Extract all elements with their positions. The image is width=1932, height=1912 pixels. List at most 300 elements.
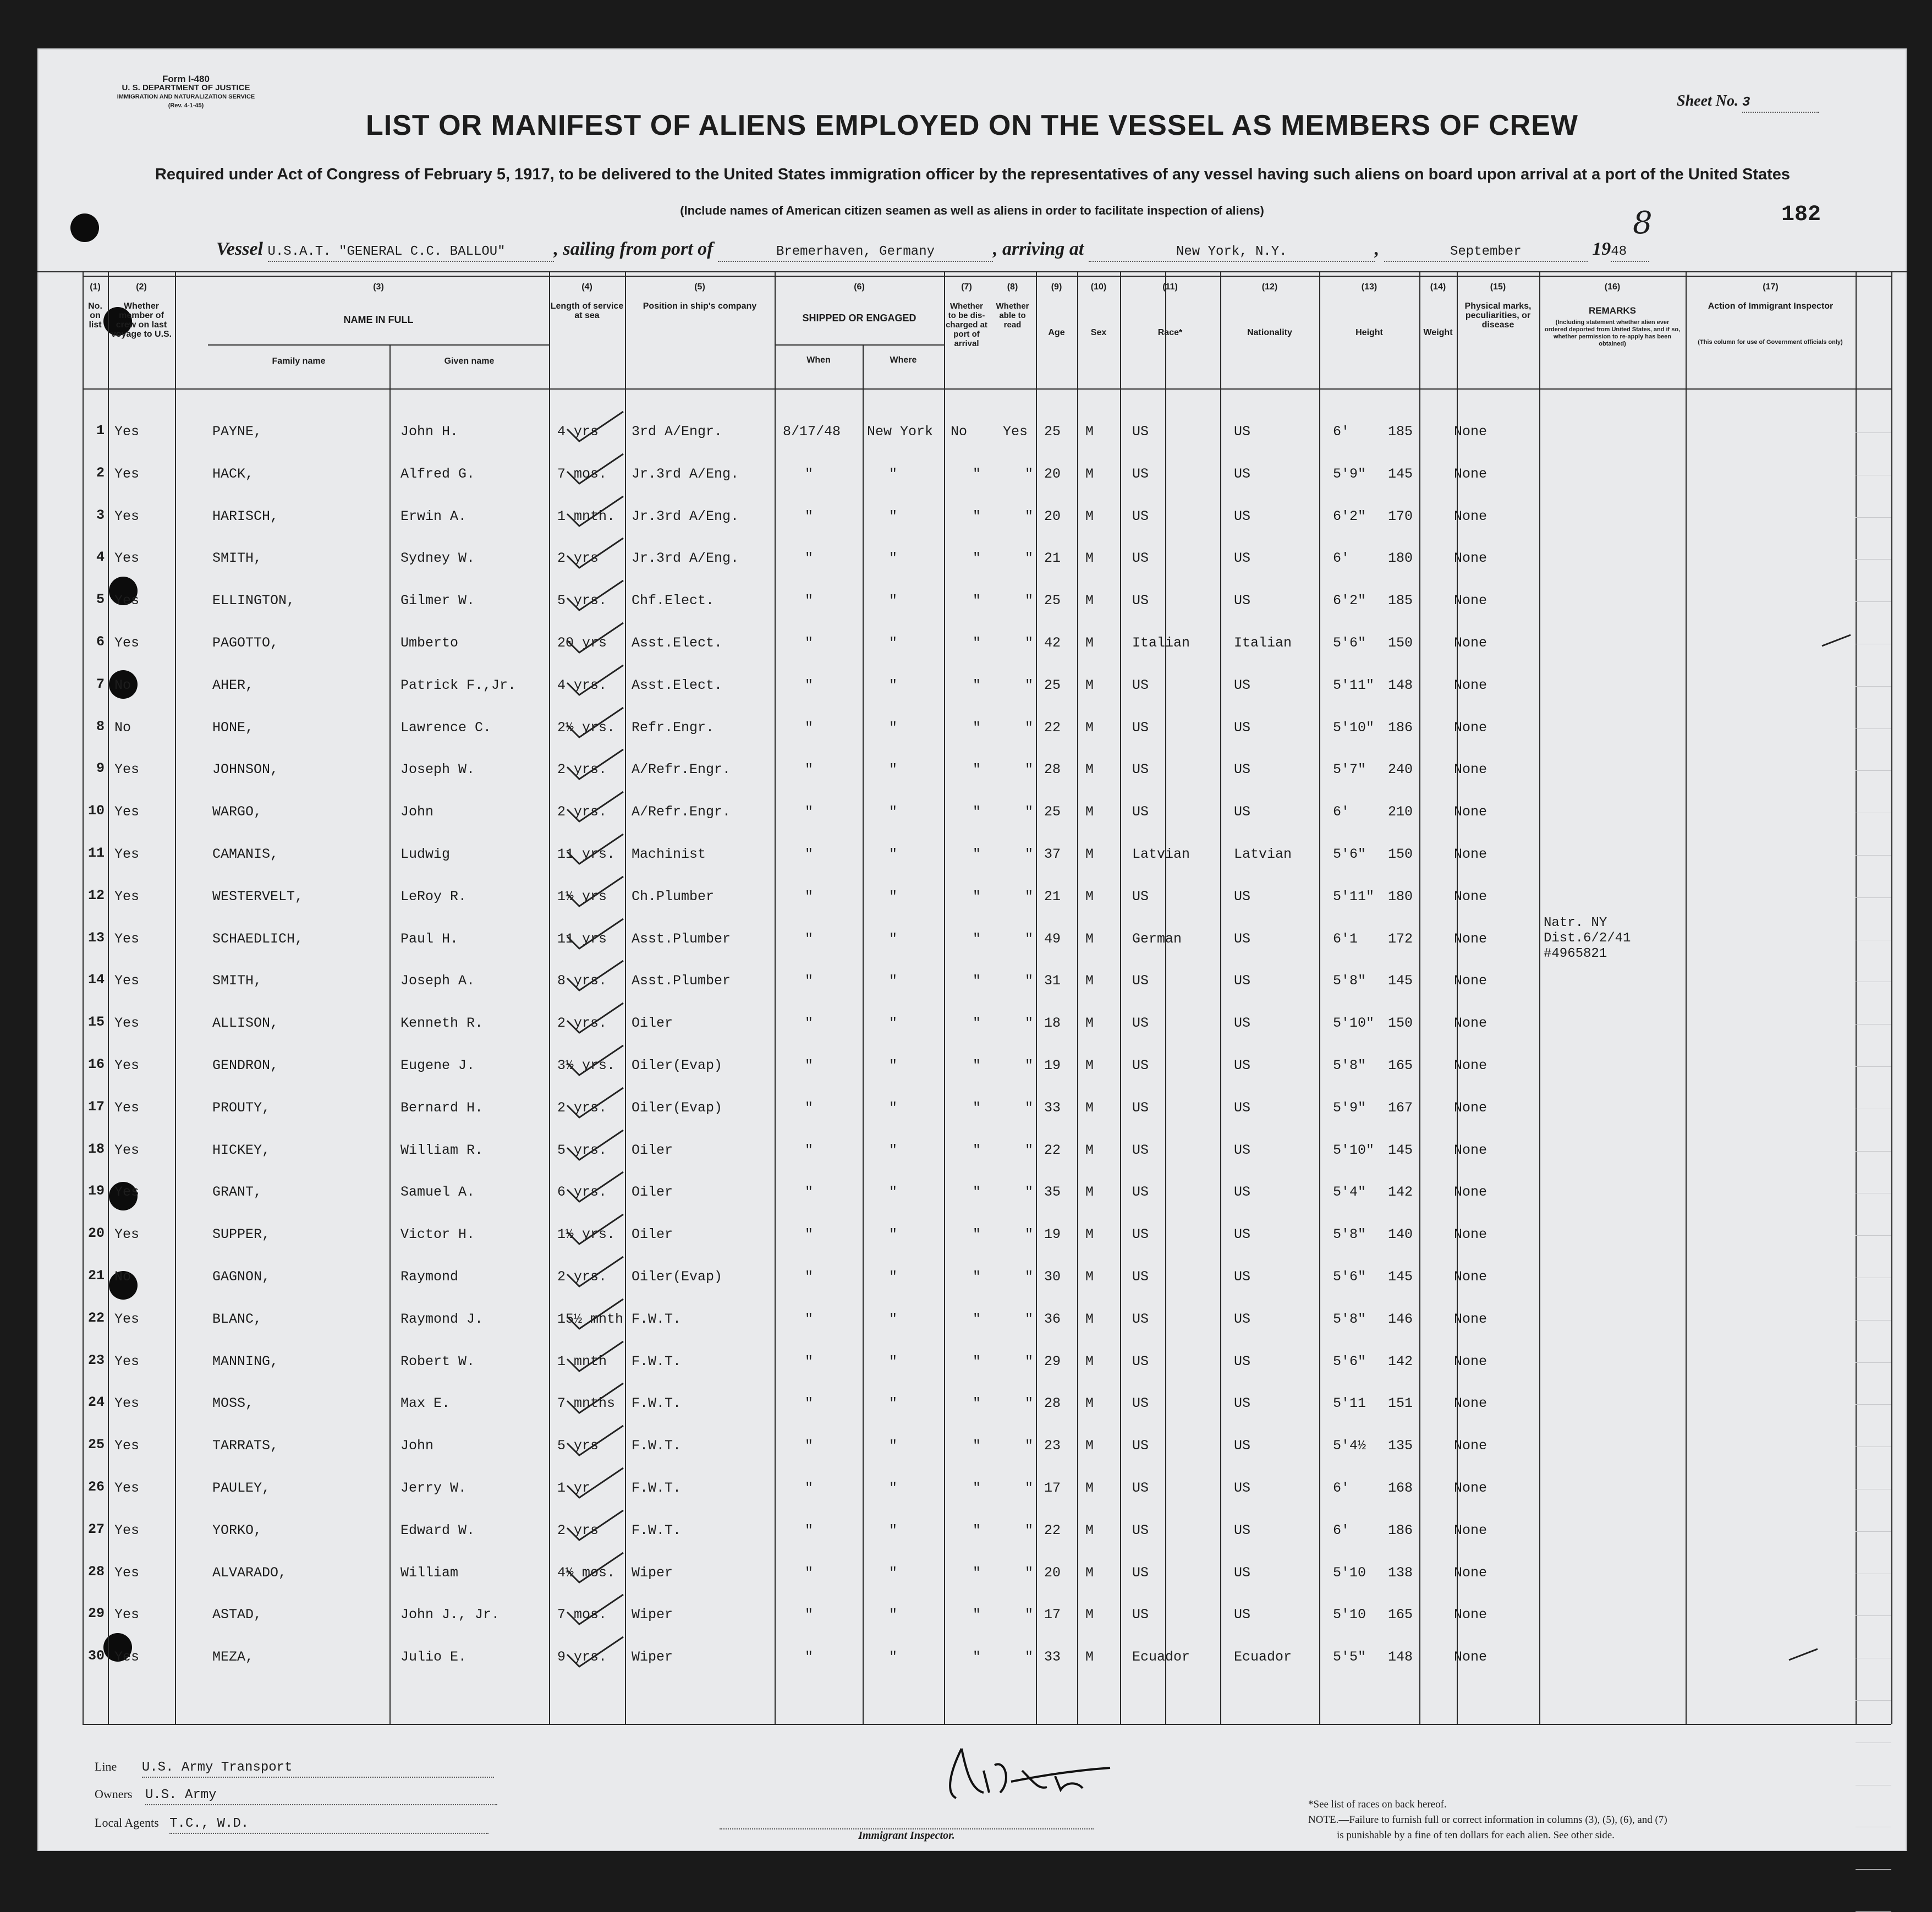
whether-prior-voyage: Yes xyxy=(114,973,140,989)
race: US xyxy=(1132,1058,1149,1073)
column-header-c4: Length of service at sea xyxy=(550,302,624,320)
service-length: 2 yrs. xyxy=(557,804,607,820)
position: Jr.3rd A/Eng. xyxy=(632,550,739,567)
physical-marks: None xyxy=(1454,1184,1488,1201)
column-number-c7: (7) xyxy=(961,282,972,292)
check-mark-icon xyxy=(563,999,629,1037)
height: 5'10" xyxy=(1333,1142,1375,1158)
row-number: 28 xyxy=(87,1563,105,1580)
sex: M xyxy=(1085,719,1094,736)
family-name: HACK, xyxy=(212,465,254,482)
family-name: PAULEY, xyxy=(212,1480,271,1496)
table-row xyxy=(37,1299,1907,1341)
height: 6' xyxy=(1333,1522,1350,1538)
weight: 186 xyxy=(1388,1522,1413,1538)
row-number: 30 xyxy=(87,1648,105,1664)
physical-marks: None xyxy=(1454,1564,1488,1581)
position: F.W.T. xyxy=(632,1438,682,1454)
check-mark-icon xyxy=(563,1632,629,1671)
sex: M xyxy=(1085,1142,1094,1158)
arriving-label: , arriving at xyxy=(992,239,1084,259)
height: 5'8" xyxy=(1333,973,1366,989)
table-row xyxy=(37,412,1907,454)
whether-prior-voyage: Yes xyxy=(114,1184,140,1201)
column-number-c3: (3) xyxy=(373,282,384,292)
given-name: Gilmer W. xyxy=(400,593,475,609)
table-row xyxy=(37,1637,1907,1679)
height: 5'6" xyxy=(1333,635,1366,651)
column-number-c9: (9) xyxy=(1051,282,1062,292)
able-to-read: " xyxy=(1025,1015,1034,1032)
position: Chf.Elect. xyxy=(632,593,715,609)
column-header-c16-note: (Including statement whether alien ever ordered deported from United States, and if so, whether permission to re-apply has been obtained) xyxy=(1544,319,1681,347)
nationality: US xyxy=(1234,1480,1251,1496)
age: 22 xyxy=(1044,1522,1061,1538)
able-to-read: Yes xyxy=(1003,424,1028,440)
whether-prior-voyage: Yes xyxy=(114,888,140,905)
check-mark-icon xyxy=(563,534,629,572)
given-name: John H. xyxy=(400,424,459,440)
whether-prior-voyage: Yes xyxy=(114,465,140,482)
whether-prior-voyage: Yes xyxy=(114,1564,140,1581)
family-name: GENDRON, xyxy=(212,1058,279,1073)
shipped-where: " xyxy=(889,1226,898,1243)
position: Oiler(Evap) xyxy=(632,1058,723,1073)
physical-marks: None xyxy=(1454,1269,1488,1285)
position: Oiler xyxy=(632,1015,673,1032)
column-header-family: Family name xyxy=(272,357,326,366)
position: Asst.Elect. xyxy=(632,677,723,693)
family-name: GAGNON, xyxy=(212,1269,271,1285)
discharge: No xyxy=(951,424,968,440)
discharge: " xyxy=(973,1607,981,1623)
shipped-where: " xyxy=(889,1395,898,1412)
family-name: CAMANIS, xyxy=(212,846,279,862)
position: Oiler(Evap) xyxy=(632,1269,723,1285)
service: IMMIGRATION AND NATURALIZATION SERVICE xyxy=(117,94,255,100)
race: US xyxy=(1132,593,1149,609)
nationality: US xyxy=(1234,1311,1251,1327)
family-name: HICKEY, xyxy=(212,1142,271,1158)
service-length: 20 yrs xyxy=(557,635,607,651)
position: F.W.T. xyxy=(632,1480,682,1496)
nationality: US xyxy=(1234,424,1251,440)
shipped-where: " xyxy=(889,1649,898,1666)
column-header-c8: Whether able to read xyxy=(996,302,1029,330)
position: F.W.T. xyxy=(632,1522,682,1538)
family-name: HONE, xyxy=(212,719,254,736)
physical-marks: None xyxy=(1454,1480,1488,1496)
column-number-c12: (12) xyxy=(1261,282,1278,292)
row-number: 8 xyxy=(96,718,105,735)
header-bottom-border xyxy=(83,388,1891,390)
table-row xyxy=(37,1214,1907,1257)
table-row xyxy=(37,1003,1907,1045)
shipped-where: " xyxy=(889,508,898,524)
shipped-when: " xyxy=(805,1649,814,1666)
physical-marks: None xyxy=(1454,1607,1488,1623)
vessel-line: Vessel U.S.A.T. "GENERAL C.C. BALLOU" , sailing from port of Bremerhaven, Germany , arriving at New York, N.Y. , September 1948 xyxy=(216,239,1649,262)
shipped-where: " xyxy=(889,465,898,482)
whether-prior-voyage: No xyxy=(114,719,131,736)
family-name: WESTERVELT, xyxy=(212,888,304,905)
physical-marks: None xyxy=(1454,973,1488,989)
position: Oiler xyxy=(632,1142,673,1158)
height: 5'6" xyxy=(1333,846,1366,862)
nationality: Italian xyxy=(1234,635,1292,651)
whether-prior-voyage: No xyxy=(114,677,131,693)
physical-marks: None xyxy=(1454,804,1488,820)
nationality: US xyxy=(1234,1353,1251,1369)
physical-marks: None xyxy=(1454,1015,1488,1032)
revision: (Rev. 4-1-45) xyxy=(168,102,204,109)
discharge: " xyxy=(973,1226,981,1243)
column-header-c15: Physical marks, peculiarities, or disease xyxy=(1464,302,1532,330)
family-name: ASTAD, xyxy=(212,1607,262,1623)
family-name: ALVARADO, xyxy=(212,1564,287,1581)
shipped-where: " xyxy=(889,930,898,947)
row-number: 11 xyxy=(87,845,105,861)
row-number: 22 xyxy=(87,1310,105,1326)
service-length: 5 yrs. xyxy=(557,1142,607,1158)
given-name: Jerry W. xyxy=(400,1480,467,1496)
height: 5'6" xyxy=(1333,1353,1366,1369)
sex: M xyxy=(1085,1395,1094,1412)
physical-marks: None xyxy=(1454,1099,1488,1116)
sex: M xyxy=(1085,593,1094,609)
height: 5'10" xyxy=(1333,1015,1375,1032)
row-number: 5 xyxy=(96,591,105,608)
row-number: 13 xyxy=(87,929,105,946)
penalty-note-2: is punishable by a fine of ten dollars for each alien. See other side. xyxy=(1337,1829,1615,1841)
shipped-where: " xyxy=(889,1353,898,1369)
table-row xyxy=(37,1426,1907,1468)
row-number: 6 xyxy=(96,634,105,650)
nationality: US xyxy=(1234,1395,1251,1412)
arrival-day: 8 xyxy=(1633,205,1653,241)
row-number: 23 xyxy=(87,1352,105,1368)
height: 5'10" xyxy=(1333,719,1375,736)
age: 36 xyxy=(1044,1311,1061,1327)
footer-line xyxy=(95,1760,494,1778)
weight: 150 xyxy=(1388,846,1413,862)
position: Oiler xyxy=(632,1184,673,1201)
height: 6' xyxy=(1333,550,1350,567)
sailing-label: , sailing from port of xyxy=(553,239,713,259)
shipped-when: " xyxy=(805,1226,814,1243)
discharge: " xyxy=(973,804,981,820)
check-mark-icon xyxy=(563,872,629,911)
check-mark-icon xyxy=(563,1252,629,1291)
family-name: WARGO, xyxy=(212,804,262,820)
column-number-c8: (8) xyxy=(1007,282,1018,292)
column-number-c17: (17) xyxy=(1763,282,1779,292)
inspector-tick-icon xyxy=(1787,1647,1820,1663)
race: US xyxy=(1132,677,1149,693)
age: 22 xyxy=(1044,1142,1061,1158)
discharge: " xyxy=(973,1311,981,1327)
line-value: U.S. Army Transport xyxy=(142,1760,494,1778)
weight: 145 xyxy=(1388,973,1413,989)
row-number: 25 xyxy=(87,1437,105,1453)
discharge: " xyxy=(973,1564,981,1581)
family-name: AHER, xyxy=(212,677,254,693)
discharge: " xyxy=(973,973,981,989)
height: 6' xyxy=(1333,1480,1350,1496)
column-header-c3: NAME IN FULL xyxy=(343,314,414,325)
weight: 140 xyxy=(1388,1226,1413,1243)
age: 42 xyxy=(1044,635,1061,651)
given-name: John J., Jr. xyxy=(400,1607,500,1623)
physical-marks: None xyxy=(1454,1226,1488,1243)
discharge: " xyxy=(973,1184,981,1201)
table-row xyxy=(37,1595,1907,1637)
physical-marks: None xyxy=(1454,888,1488,905)
family-name: SUPPER, xyxy=(212,1226,271,1243)
name-subheader-line xyxy=(208,344,549,346)
physical-marks: None xyxy=(1454,1649,1488,1666)
able-to-read: " xyxy=(1025,1607,1034,1623)
age: 18 xyxy=(1044,1015,1061,1032)
row-number: 3 xyxy=(96,507,105,523)
race: US xyxy=(1132,550,1149,567)
shipped-when: " xyxy=(805,508,814,524)
discharge: " xyxy=(973,1015,981,1032)
able-to-read: " xyxy=(1025,465,1034,482)
able-to-read: " xyxy=(1025,677,1034,693)
nationality: US xyxy=(1234,1564,1251,1581)
row-number: 7 xyxy=(96,676,105,692)
shipped-where: " xyxy=(889,761,898,778)
family-name: GRANT, xyxy=(212,1184,262,1201)
height: 5'8" xyxy=(1333,1311,1366,1327)
vessel-name: U.S.A.T. "GENERAL C.C. BALLOU" xyxy=(268,244,554,262)
sex: M xyxy=(1085,930,1094,947)
check-mark-icon xyxy=(563,1126,629,1164)
able-to-read: " xyxy=(1025,804,1034,820)
race: US xyxy=(1132,1142,1149,1158)
sex: M xyxy=(1085,1438,1094,1454)
age: 17 xyxy=(1044,1480,1061,1496)
manifest-table xyxy=(37,48,1907,1851)
sex: M xyxy=(1085,888,1094,905)
age: 30 xyxy=(1044,1269,1061,1285)
nationality: US xyxy=(1234,1607,1251,1623)
column-number-c10: (10) xyxy=(1090,282,1107,292)
check-mark-icon xyxy=(563,1168,629,1206)
age: 37 xyxy=(1044,846,1061,862)
shipped-when: 8/17/48 xyxy=(783,424,841,440)
family-name: PAYNE, xyxy=(212,424,262,440)
weight: 180 xyxy=(1388,550,1413,567)
shipped-when: " xyxy=(805,761,814,778)
race: US xyxy=(1132,1395,1149,1412)
able-to-read: " xyxy=(1025,1099,1034,1116)
table-row xyxy=(37,708,1907,750)
weight: 150 xyxy=(1388,635,1413,651)
column-number-c2: (2) xyxy=(136,282,147,292)
nationality: US xyxy=(1234,1058,1251,1073)
height: 6' xyxy=(1333,424,1350,440)
row-number: 15 xyxy=(87,1014,105,1031)
race: US xyxy=(1132,888,1149,905)
given-name: Raymond J. xyxy=(400,1311,484,1327)
family-name: ELLINGTON, xyxy=(212,593,295,609)
able-to-read: " xyxy=(1025,1058,1034,1073)
discharge: " xyxy=(973,465,981,482)
discharge: " xyxy=(973,1269,981,1285)
nationality: US xyxy=(1234,804,1251,820)
race: US xyxy=(1132,1522,1149,1538)
physical-marks: None xyxy=(1454,635,1488,651)
shipped-when: " xyxy=(805,1607,814,1623)
shipped-where: " xyxy=(889,973,898,989)
footer-agents xyxy=(95,1816,489,1834)
table-row xyxy=(37,1088,1907,1130)
penalty-note: NOTE.—Failure to furnish full or correct information in columns (3), (5), (6), and (7) xyxy=(1308,1814,1667,1826)
subnote: (Include names of American citizen seamen as well as aliens in order to facilitate inspection of aliens) xyxy=(680,204,1264,217)
sex: M xyxy=(1085,1480,1094,1496)
race: US xyxy=(1132,719,1149,736)
column-header-c1: No. on list xyxy=(88,302,102,330)
service-length: 5 yrs xyxy=(557,1438,599,1454)
sex: M xyxy=(1085,1015,1094,1032)
table-row xyxy=(37,454,1907,496)
weight: 146 xyxy=(1388,1311,1413,1327)
nationality: Ecuador xyxy=(1234,1649,1292,1666)
shipped-where: " xyxy=(889,1311,898,1327)
service-length: 11 yrs xyxy=(557,930,607,947)
service-length: 5 yrs. xyxy=(557,593,607,609)
race: US xyxy=(1132,508,1149,524)
race: US xyxy=(1132,973,1149,989)
position: Wiper xyxy=(632,1564,673,1581)
whether-prior-voyage: Yes xyxy=(114,635,140,651)
family-name: JOHNSON, xyxy=(212,761,279,778)
check-mark-icon xyxy=(563,956,629,995)
shipped-where: New York xyxy=(867,424,934,440)
discharge: " xyxy=(973,1353,981,1369)
physical-marks: None xyxy=(1454,1142,1488,1158)
service-length: 15½ mnth xyxy=(557,1311,624,1327)
able-to-read: " xyxy=(1025,1480,1034,1496)
nationality: US xyxy=(1234,1226,1251,1243)
race: German xyxy=(1132,930,1182,947)
column-number-c16: (16) xyxy=(1604,282,1621,292)
sex: M xyxy=(1085,1607,1094,1623)
race: US xyxy=(1132,424,1149,440)
able-to-read: " xyxy=(1025,1649,1034,1666)
whether-prior-voyage: Yes xyxy=(114,550,140,567)
nationality: Latvian xyxy=(1234,846,1292,862)
height: 5'11" xyxy=(1333,888,1375,905)
position: Asst.Plumber xyxy=(632,930,731,947)
age: 20 xyxy=(1044,508,1061,524)
row-number: 9 xyxy=(96,760,105,777)
age: 23 xyxy=(1044,1438,1061,1454)
position: Oiler xyxy=(632,1226,673,1243)
column-header-c17: Action of Immigrant Inspector xyxy=(1708,302,1834,311)
family-name: ALLISON, xyxy=(212,1015,279,1032)
family-name: YORKO, xyxy=(212,1522,262,1538)
weight: 151 xyxy=(1388,1395,1413,1412)
position: F.W.T. xyxy=(632,1311,682,1327)
able-to-read: " xyxy=(1025,930,1034,947)
check-mark-icon xyxy=(563,1041,629,1080)
age: 22 xyxy=(1044,719,1061,736)
position: Wiper xyxy=(632,1607,673,1623)
able-to-read: " xyxy=(1025,1395,1034,1412)
sex: M xyxy=(1085,1564,1094,1581)
family-name: SMITH, xyxy=(212,550,262,567)
physical-marks: None xyxy=(1454,930,1488,947)
physical-marks: None xyxy=(1454,1353,1488,1369)
shipped-where: " xyxy=(889,1184,898,1201)
physical-marks: None xyxy=(1454,593,1488,609)
sex: M xyxy=(1085,1184,1094,1201)
height: 5'11" xyxy=(1333,677,1375,693)
physical-marks: None xyxy=(1454,424,1488,440)
given-name: Joseph W. xyxy=(400,761,475,778)
table-row xyxy=(37,1510,1907,1553)
shipped-when: " xyxy=(805,1099,814,1116)
subtitle: Required under Act of Congress of February 5, 1917, to be delivered to the United States immigration officer by the representatives of any vessel having such aliens on board upon arrival at a port of the United States xyxy=(155,166,1791,183)
shipped-where: " xyxy=(889,1099,898,1116)
sex: M xyxy=(1085,635,1094,651)
whether-prior-voyage: Yes xyxy=(114,1480,140,1496)
age: 25 xyxy=(1044,677,1061,693)
column-header-when: When xyxy=(806,355,831,365)
given-name: Edward W. xyxy=(400,1522,475,1538)
service-length: 4 yrs. xyxy=(557,677,607,693)
table-row xyxy=(37,1130,1907,1173)
shipped-where: " xyxy=(889,719,898,736)
able-to-read: " xyxy=(1025,1353,1034,1369)
discharge: " xyxy=(973,1395,981,1412)
given-name: Sydney W. xyxy=(400,550,475,567)
height: 5'4" xyxy=(1333,1184,1366,1201)
row-number: 17 xyxy=(87,1098,105,1115)
height: 6'2" xyxy=(1333,593,1366,609)
form-number: Form I-480 xyxy=(162,74,210,84)
service-length: 2 yrs. xyxy=(557,1099,607,1116)
column-header-c11: Race* xyxy=(1157,328,1183,337)
weight: 148 xyxy=(1388,1649,1413,1666)
height: 5'10 xyxy=(1333,1607,1366,1623)
able-to-read: " xyxy=(1025,593,1034,609)
row-number: 16 xyxy=(87,1056,105,1072)
vessel-label: Vessel xyxy=(216,239,263,259)
physical-marks: None xyxy=(1454,846,1488,862)
race: US xyxy=(1132,465,1149,482)
sex: M xyxy=(1085,846,1094,862)
service-length: 2 yrs. xyxy=(557,1015,607,1032)
arrival-year: 48 xyxy=(1611,244,1649,262)
row-number: 27 xyxy=(87,1521,105,1537)
given-name: Lawrence C. xyxy=(400,719,492,736)
table-row xyxy=(37,1553,1907,1595)
shipped-when: " xyxy=(805,804,814,820)
age: 21 xyxy=(1044,888,1061,905)
shipped-when: " xyxy=(805,888,814,905)
whether-prior-voyage: Yes xyxy=(114,1607,140,1623)
races-note: *See list of races on back hereof. xyxy=(1308,1799,1447,1810)
able-to-read: " xyxy=(1025,1311,1034,1327)
family-name: PROUTY, xyxy=(212,1099,271,1116)
able-to-read: " xyxy=(1025,846,1034,862)
able-to-read: " xyxy=(1025,1269,1034,1285)
height: 6'1 xyxy=(1333,930,1358,947)
